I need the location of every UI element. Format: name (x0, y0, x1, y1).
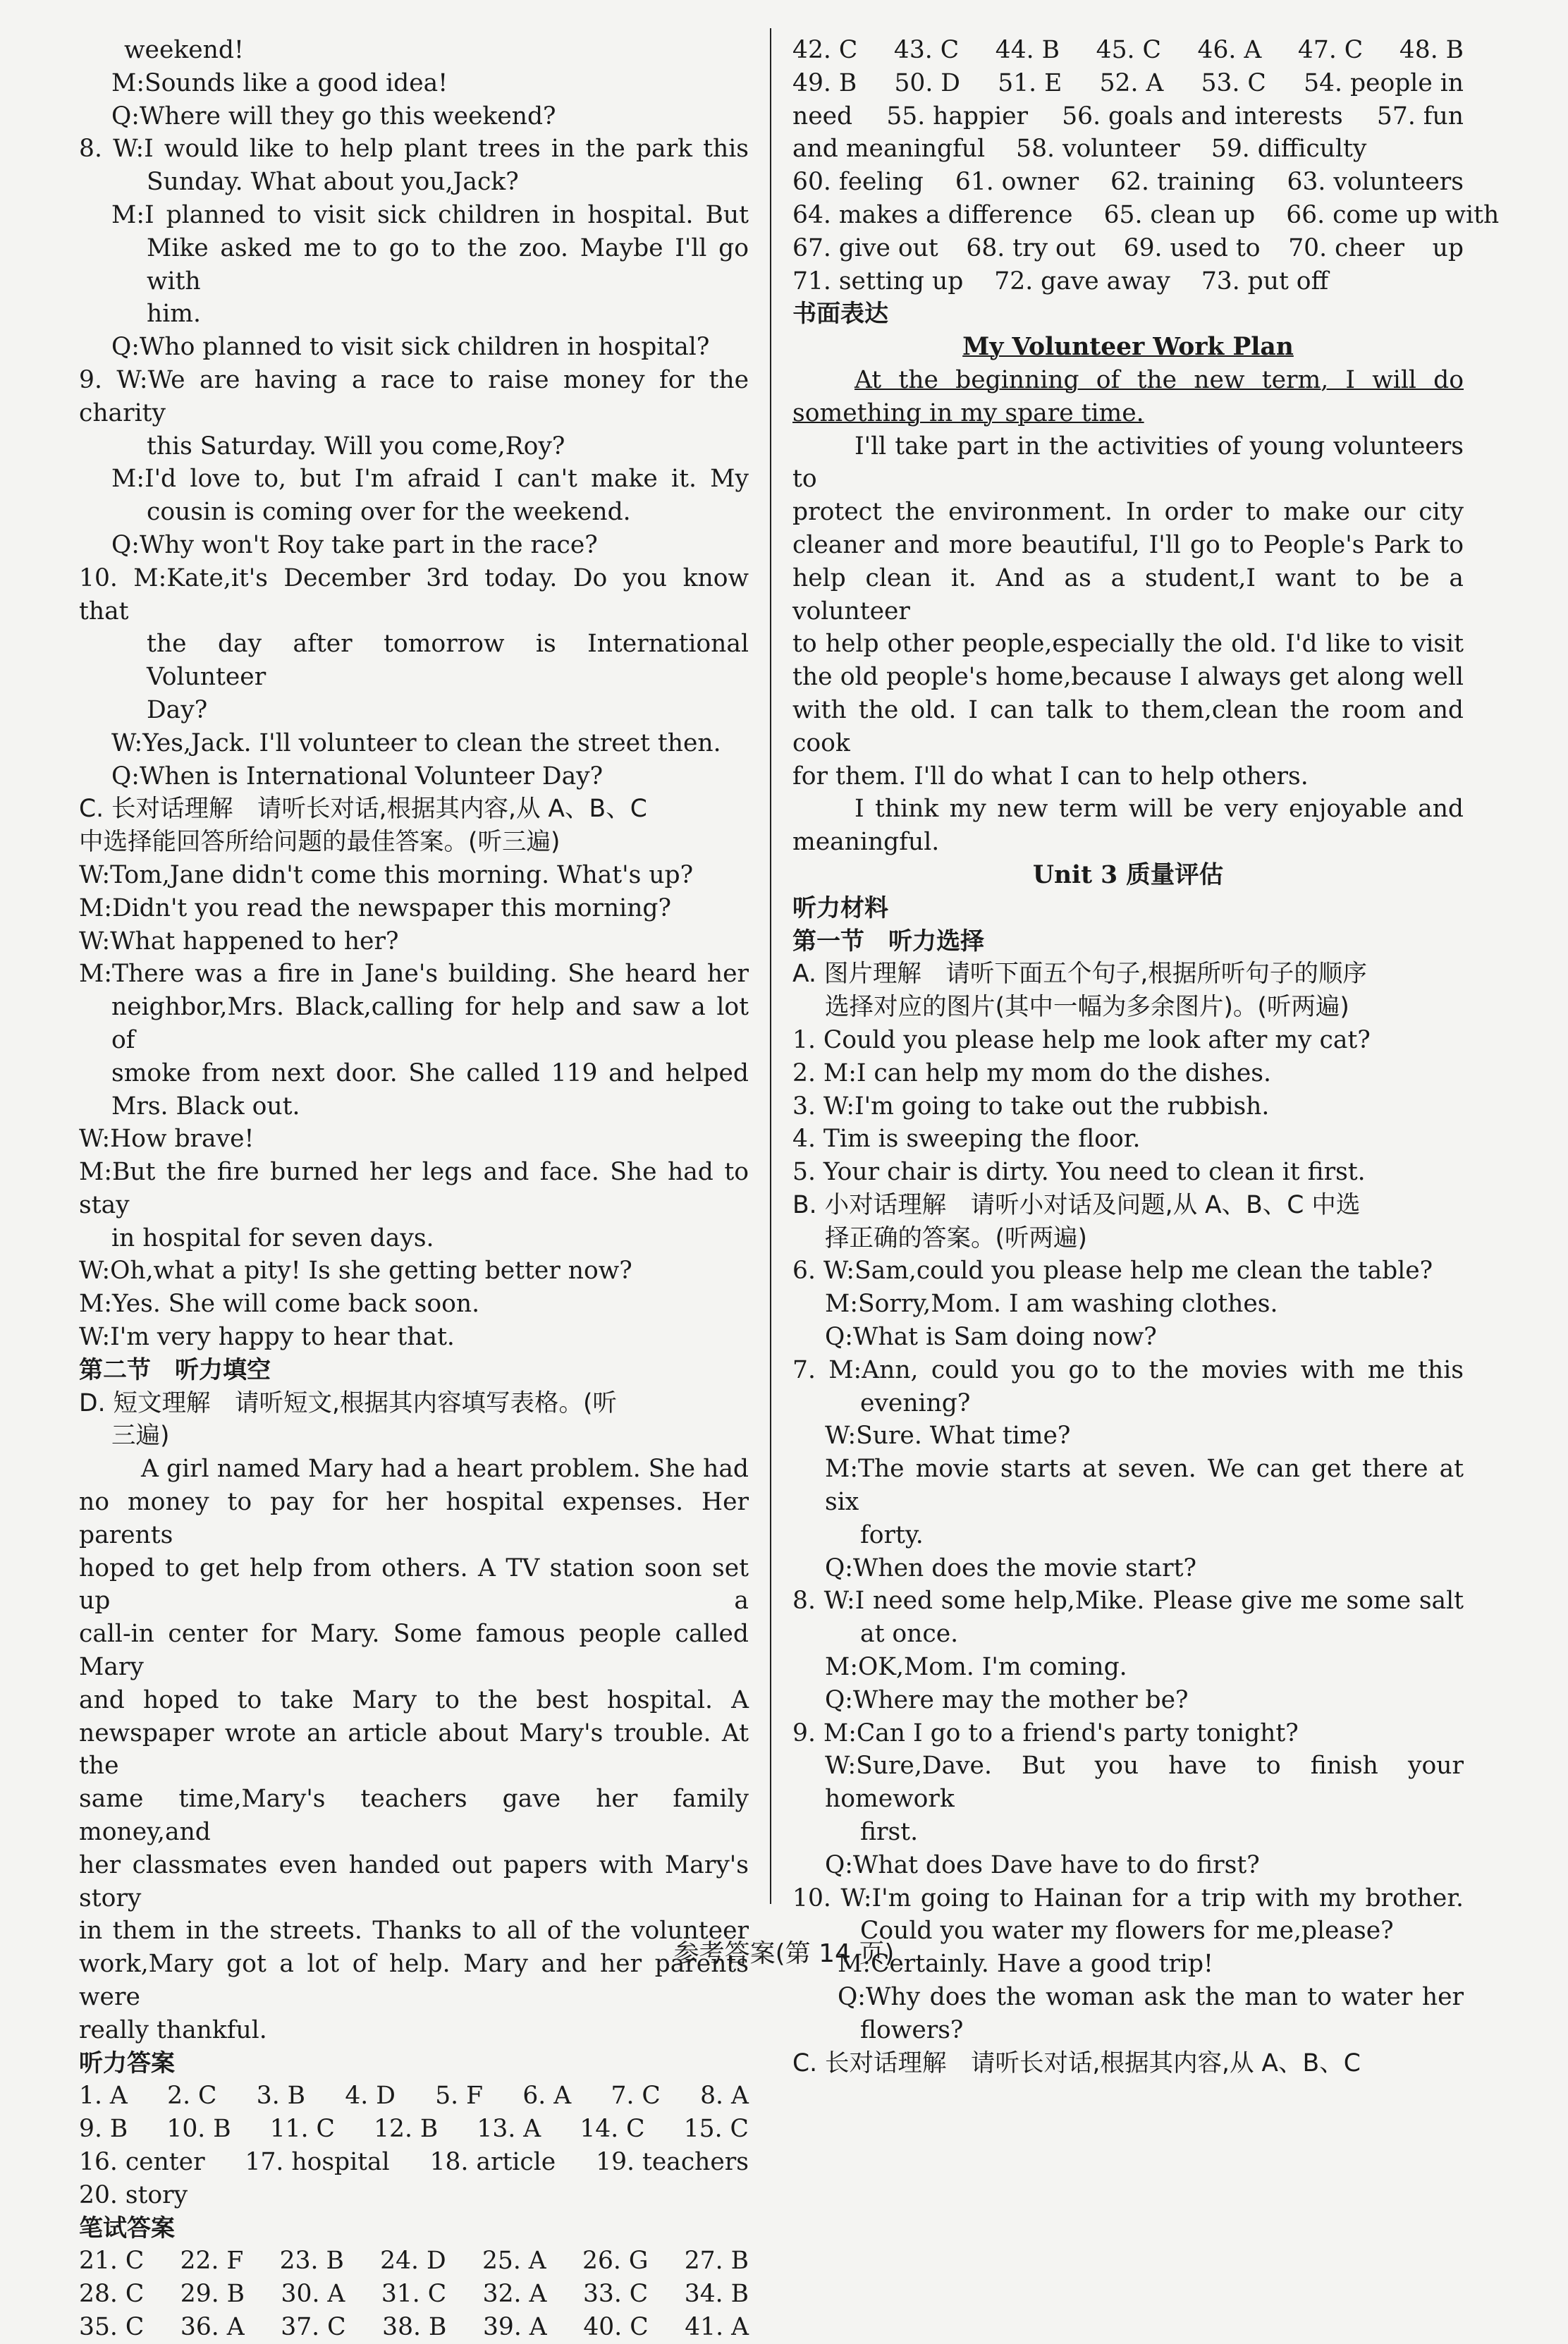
answer-item: 35. C (79, 2312, 145, 2341)
answer-item: 34. B (684, 2280, 749, 2309)
text-line: M:I'd love to, but I'm afraid I can't make it. My (111, 465, 749, 494)
text-line: for them. I'll do what I can to help others. (792, 762, 1309, 791)
essay-underlined-line-2: something in my spare time. (792, 398, 1144, 427)
answer-item: 20. story (79, 2180, 188, 2209)
text-line: 10. W:I'm going to Hainan for a trip with my brother. (792, 1884, 1464, 1912)
answer-row (79, 2311, 749, 2344)
text-line: 8. W:I would like to help plant trees in the park this (79, 135, 749, 164)
text-line: 第一节 听力选择 (792, 927, 984, 956)
answer-item: 56. goals and interests (1062, 102, 1343, 130)
text-line: Q:Why does the woman ask the man to water her (838, 1983, 1464, 2012)
answer-item: 55. happier (886, 102, 1029, 130)
answer-row (79, 2278, 749, 2311)
text-line: work,Mary got a lot of help. Mary and her parents were (79, 1950, 749, 2012)
answer-row (79, 2080, 749, 2113)
answer-row (79, 2146, 749, 2179)
answer-item: 54. people in (1304, 68, 1464, 97)
text-line: M:Yes. She will come back soon. (79, 1290, 480, 1319)
answer-item: 40. C (583, 2312, 649, 2341)
text-line: M:Sorry,Mom. I am washing clothes. (825, 1290, 1278, 1319)
answer-item: 17. hospital (245, 2148, 390, 2176)
text-line: Q:Where may the mother be? (825, 1685, 1189, 1714)
text-line: I'll take part in the activities of young volunteers to (792, 432, 1464, 494)
answer-item: 41. A (685, 2312, 749, 2341)
text-line: Q:What does Dave have to do first? (825, 1850, 1260, 1879)
answer-row (79, 2179, 749, 2212)
text-line: Q:What is Sam doing now? (825, 1323, 1157, 1352)
answer-item: 57. fun (1376, 102, 1464, 130)
answer-item: 47. C (1297, 36, 1364, 64)
text-line: with the old. I can talk to them,clean the room and cook (792, 695, 1464, 757)
text-line: him. (147, 300, 201, 329)
text-line: 1. Could you please help me look after my cat? (792, 1025, 1371, 1054)
text-line: first. (860, 1818, 919, 1847)
text-line: M:Didn't you read the newspaper this morning? (79, 893, 672, 922)
answer-item: 6. A (522, 2082, 572, 2111)
text-line: evening? (860, 1388, 971, 1417)
text-line: M:Certainly. Have a good trip! (838, 1950, 1213, 1979)
left-column (79, 34, 749, 2344)
answer-item: 43. C (893, 36, 960, 64)
right-column (792, 34, 1500, 2080)
text-line: M:OK,Mom. I'm coming. (825, 1653, 1127, 1682)
answer-item: 60. feeling (792, 168, 924, 197)
text-line: 9. M:Can I go to a friend's party tonight? (792, 1719, 1299, 1747)
answer-item: 19. teachers (596, 2148, 749, 2176)
text-line: Could you water my flowers for me,please? (860, 1917, 1394, 1946)
answer-item: 70. cheer (1288, 233, 1404, 262)
text-line: hoped to get help from others. A TV station soon set up a (79, 1553, 749, 1616)
answer-item: need (792, 102, 853, 130)
text-line: M:Sounds like a good idea! (111, 68, 448, 97)
answer-item: 62. training (1110, 168, 1256, 197)
text-line: Q:When does the movie start? (825, 1553, 1196, 1582)
answer-item: 49. B (792, 68, 857, 97)
text-line: and hoped to take Mary to the best hospital. A (79, 1685, 749, 1714)
text-line: help clean it. And as a student,I want to be a volunteer (792, 563, 1464, 625)
text-line: 7. M:Ann, could you go to the movies with me this (792, 1355, 1464, 1384)
answer-row (79, 2245, 749, 2278)
essay-body (792, 430, 1464, 859)
answer-item: 22. F (180, 2247, 244, 2276)
text-line: M:The movie starts at seven. We can get there at six (825, 1455, 1464, 1517)
text-line: cousin is coming over for the weekend. (147, 498, 631, 527)
text-line: 选择对应的图片(其中一幅为多余图片)。(听两遍) (825, 993, 1349, 1022)
text-line: W:I'm very happy to hear that. (79, 1323, 455, 1352)
text-line: D. 短文理解 请听短文,根据其内容填写表格。(听 (79, 1388, 617, 1417)
text-line: call-in center for Mary. Some famous people called Mary (79, 1620, 749, 1682)
answer-item: and meaningful (792, 135, 986, 164)
answer-item: 28. C (79, 2280, 145, 2309)
text-line: weekend! (124, 36, 244, 64)
answer-item: 4. D (345, 2082, 396, 2111)
answer-row (79, 2113, 749, 2146)
text-line: W:Sure,Dave. But you have to finish your homework (825, 1752, 1464, 1814)
answer-item: 53. C (1201, 68, 1266, 97)
text-line: M:But the fire burned her legs and face. She had to stay (79, 1158, 749, 1219)
text-line: Mike asked me to go to the zoo. Maybe I'll go with (147, 233, 749, 295)
answer-item: 44. B (995, 36, 1060, 64)
answer-item: 27. B (684, 2247, 749, 2276)
answer-item: 1. A (79, 2082, 128, 2111)
answer-item: 36. A (180, 2312, 245, 2341)
answer-item: 23. B (279, 2247, 344, 2276)
text-line: Q:Where will they go this weekend? (111, 102, 556, 130)
answer-item: 73. put off (1201, 267, 1329, 295)
answer-item: 42. C (792, 36, 858, 64)
text-line: smoke from next door. She called 119 and helped (111, 1058, 749, 1087)
text-line: W:Tom,Jane didn't come this morning. What's up? (79, 860, 694, 889)
text-line: I think my new term will be very enjoyable and (855, 795, 1464, 824)
answer-item: 9. B (79, 2115, 128, 2144)
answer-row (792, 133, 1464, 166)
answer-item: 33. C (582, 2280, 649, 2309)
text-line: Q:Why won't Roy take part in the race? (111, 530, 598, 559)
text-line: 择正确的答案。(听两遍) (825, 1223, 1087, 1252)
answer-item: 29. B (180, 2280, 245, 2309)
answer-row (792, 166, 1464, 199)
answer-row (792, 199, 1500, 232)
text-line: W:What happened to her? (79, 927, 399, 956)
answer-item: 58. volunteer (1016, 135, 1180, 164)
text-line: 4. Tim is sweeping the floor. (792, 1125, 1141, 1154)
text-line: her classmates even handed out papers with Mary's story (79, 1850, 749, 1912)
answer-item: 52. A (1099, 68, 1164, 97)
text-line: C. 长对话理解 请听长对话,根据其内容,从 A、B、C (79, 795, 647, 824)
essay-underlined-line-1: At the beginning of the new term, I will do (855, 365, 1464, 394)
text-line: same time,Mary's teachers gave her family money,and (79, 1785, 749, 1847)
answer-item: 65. clean up (1103, 200, 1256, 229)
left-text-block (79, 34, 749, 2080)
answer-item: 66. come up with (1286, 200, 1500, 229)
text-line: 6. W:Sam,could you please help me clean the table? (792, 1257, 1433, 1286)
text-line: 2. M:I can help my mom do the dishes. (792, 1058, 1271, 1087)
text-line: 8. W:I need some help,Mike. Please give me some salt (792, 1587, 1464, 1616)
answer-row (792, 265, 1464, 298)
text-line: A girl named Mary had a heart problem. She had (141, 1455, 749, 1484)
answer-item: 48. B (1399, 36, 1464, 64)
answer-row (792, 100, 1464, 133)
text-line: M:I planned to visit sick children in hospital. But (111, 200, 749, 229)
answer-item: 31. C (381, 2280, 447, 2309)
text-line: 中选择能回答所给问题的最佳答案。(听三遍) (79, 828, 561, 857)
answer-item: 21. C (79, 2247, 145, 2276)
text-line: protect the environment. In order to make our city (792, 498, 1464, 527)
answer-row (792, 232, 1464, 265)
answer-item: 16. center (79, 2148, 205, 2176)
answer-item: 39. A (482, 2312, 547, 2341)
answer-item: 24. D (380, 2247, 446, 2276)
answer-item: 68. try out (966, 233, 1096, 262)
text-line: 9. W:We are having a race to raise money for the charity (79, 365, 749, 427)
answer-item: 12. B (374, 2115, 439, 2144)
answer-item: 67. give out (792, 233, 938, 262)
listening-answers (79, 2080, 749, 2211)
text-line: A. 图片理解 请听下面五个句子,根据所听句子的顺序 (792, 960, 1367, 989)
text-line: in hospital for seven days. (111, 1223, 434, 1252)
answer-item: 11. C (269, 2115, 335, 2144)
answer-item: 18. article (429, 2148, 556, 2176)
text-line: 听力材料 (792, 893, 888, 922)
text-line: Q:Who planned to visit sick children in hospital? (111, 333, 710, 362)
text-line: 第二节 听力填空 (79, 1355, 271, 1384)
answer-row (792, 67, 1464, 100)
text-line: 听力答案 (79, 2049, 175, 2077)
answer-item: 59. difficulty (1211, 135, 1367, 164)
answer-item: up (1432, 233, 1464, 262)
answer-item: 61. owner (955, 168, 1079, 197)
essay-title: My Volunteer Work Plan (962, 333, 1294, 362)
answer-item: 8. A (700, 2082, 749, 2111)
text-line: Mrs. Black out. (111, 1092, 300, 1121)
text-line: 三遍) (111, 1422, 170, 1451)
text-line: meaningful. (792, 828, 940, 857)
unit3-text-block (792, 892, 1464, 2080)
text-line: 5. Your chair is dirty. You need to clean it first. (792, 1158, 1366, 1187)
answer-item: 32. A (482, 2280, 547, 2309)
text-line: W:Yes,Jack. I'll volunteer to clean the street then. (111, 728, 721, 757)
answer-item: 5. F (435, 2082, 484, 2111)
text-line: the day after tomorrow is International Volunteer (147, 630, 749, 692)
answer-item: 64. makes a difference (792, 200, 1073, 229)
answer-item: 50. D (894, 68, 960, 97)
text-line: newspaper wrote an article about Mary's trouble. At the (79, 1719, 749, 1781)
written-answers-heading: 笔试答案 (79, 2214, 175, 2242)
essay-heading: 书面表达 (792, 300, 888, 329)
text-line: W:Oh,what a pity! Is she getting better now? (79, 1257, 632, 1286)
column-divider (770, 28, 771, 1904)
answer-item: 15. C (683, 2115, 749, 2144)
text-line: B. 小对话理解 请听小对话及问题,从 A、B、C 中选 (792, 1190, 1361, 1219)
text-line: Q:When is International Volunteer Day? (111, 762, 604, 791)
answer-item: 3. B (256, 2082, 305, 2111)
text-line: W:How brave! (79, 1125, 255, 1154)
text-line: this Saturday. Will you come,Roy? (147, 432, 565, 460)
answer-item: 7. C (611, 2082, 661, 2111)
answer-item: 30. A (281, 2280, 345, 2309)
unit3-title: Unit 3 质量评估 (1032, 860, 1224, 889)
text-line: in them in the streets. Thanks to all of the volunteer (79, 1917, 749, 1946)
answer-item: 2. C (167, 2082, 217, 2111)
answer-row (792, 34, 1464, 67)
answer-item: 51. E (998, 68, 1062, 97)
written-answers-right (792, 34, 1500, 298)
text-line: cleaner and more beautiful, I'll go to People's Park to (792, 530, 1464, 559)
answer-item: 72. gave away (994, 267, 1170, 295)
text-line: C. 长对话理解 请听长对话,根据其内容,从 A、B、C (792, 2049, 1361, 2077)
text-line: M:There was a fire in Jane's building. She heard her (79, 960, 749, 989)
written-answers-left (79, 2245, 749, 2343)
answer-item: 71. setting up (792, 267, 964, 295)
page-footer: 参考答案(第 14 页) (673, 1939, 895, 1968)
text-line: at once. (860, 1620, 959, 1649)
text-line: Sunday. What about you,Jack? (147, 168, 519, 197)
answer-item: 14. C (580, 2115, 645, 2144)
answer-item: 38. B (382, 2312, 447, 2341)
text-line: 3. W:I'm going to take out the rubbish. (792, 1092, 1270, 1121)
text-line: no money to pay for her hospital expenses. Her parents (79, 1488, 749, 1549)
answer-item: 25. A (482, 2247, 546, 2276)
answer-item: 69. used to (1123, 233, 1261, 262)
answer-item: 45. C (1096, 36, 1161, 64)
text-line: to help other people,especially the old. I'd like to visit (792, 630, 1464, 659)
answer-item: 63. volunteers (1287, 168, 1464, 197)
text-line: flowers? (860, 2015, 964, 2044)
text-line: neighbor,Mrs. Black,calling for help and saw a lot of (111, 993, 749, 1054)
text-line: W:Sure. What time? (825, 1422, 1071, 1451)
text-line: the old people's home,because I always get along well (792, 663, 1464, 692)
text-line: 10. M:Kate,it's December 3rd today. Do you know that (79, 563, 749, 625)
text-line: forty. (860, 1520, 924, 1549)
answer-item: 37. C (281, 2312, 346, 2341)
text-line: really thankful. (79, 2015, 267, 2044)
answer-item: 26. G (582, 2247, 649, 2276)
answer-item: 46. A (1197, 36, 1262, 64)
text-line: Day? (147, 695, 208, 724)
answer-item: 10. B (166, 2115, 231, 2144)
answer-item: 13. A (477, 2115, 541, 2144)
